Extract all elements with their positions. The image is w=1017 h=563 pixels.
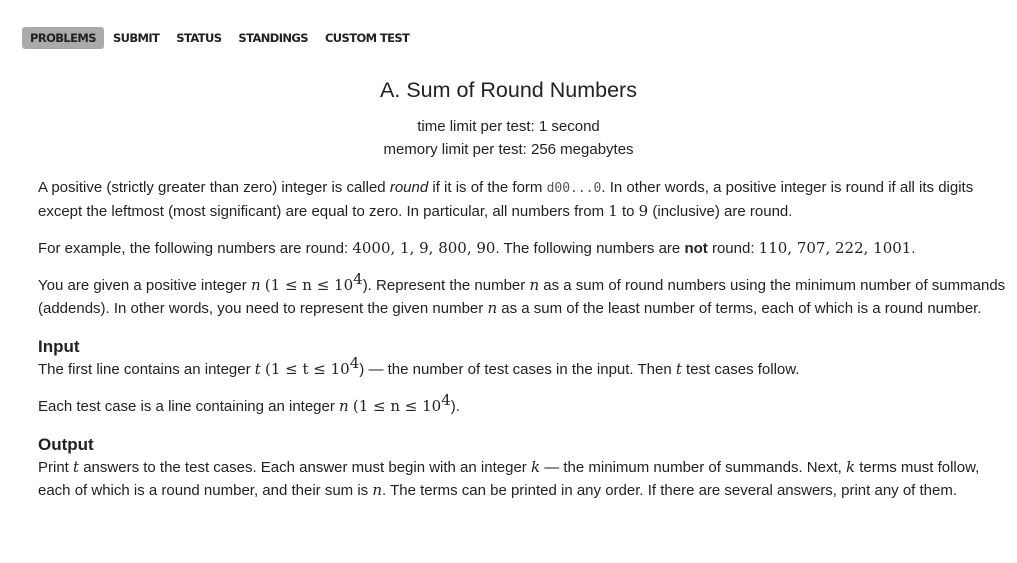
text: terms must follow, each of which is a round number, and their sum is	[38, 459, 980, 499]
math: 110, 707, 222, 1001	[758, 239, 912, 257]
text: — the minimum number of summands. Next,	[540, 459, 846, 476]
math-constraint: (1 ≤ n ≤ 10	[352, 397, 442, 415]
text: to	[617, 203, 639, 220]
input-section-title: Input	[38, 337, 80, 356]
problem-title: A. Sum of Round Numbers	[380, 78, 637, 102]
text: .	[911, 240, 916, 257]
text: (inclusive) are round.	[648, 203, 793, 220]
math-variable: t	[675, 360, 682, 378]
time-limit: time limit per test: 1 second	[417, 118, 600, 135]
text: . In other words, a positive integer is round if all its digits except the leftmost (most significant) are equal to zero. In particular, all numbers from	[38, 179, 974, 220]
text: as a sum of round numbers using the minimum number of summands (addends). In other words, you need to represent the given number	[38, 277, 1006, 317]
math-variable: n	[487, 299, 498, 317]
text: ). Represent the number	[362, 277, 530, 294]
text-bold: not	[684, 240, 708, 257]
math: 9	[638, 202, 649, 220]
text: as a sum of the least number of terms, each of which is a round number.	[497, 300, 982, 317]
statement-paragraph-1	[38, 176, 1013, 223]
math-variable: t	[254, 360, 261, 378]
text: You are given a positive integer	[38, 277, 251, 294]
math: 1	[608, 202, 618, 220]
output-section-title: Output	[38, 435, 94, 454]
problem-limits	[0, 115, 1017, 161]
math-variable: k	[845, 458, 856, 476]
statement-paragraph-2	[38, 237, 1013, 260]
text: if it is of the form	[428, 179, 547, 196]
tab-status[interactable]: STATUS	[176, 31, 222, 45]
code-snippet: d00...0	[546, 181, 602, 196]
text: . The following numbers are	[495, 240, 685, 257]
statement-paragraph-3	[38, 270, 1013, 320]
text: ).	[450, 398, 460, 415]
tab-standings[interactable]: STANDINGS	[238, 31, 308, 45]
math-variable: n	[250, 276, 261, 294]
output-text	[38, 456, 1013, 502]
text: The first line contains an integer	[38, 361, 255, 378]
tab-problems[interactable]: PROBLEMS	[22, 27, 104, 49]
problem-nav-tabs	[22, 27, 418, 49]
memory-limit: memory limit per test: 256 megabytes	[383, 141, 634, 158]
text-emphasis: round	[389, 179, 429, 196]
math-exponent: 4	[441, 391, 451, 409]
tab-custom-test[interactable]: CUSTOM TEST	[324, 31, 410, 45]
math: 4000, 1, 9, 800, 90	[352, 239, 496, 257]
math-constraint: (1 ≤ t ≤ 10	[265, 360, 350, 378]
text: A positive (strictly greater than zero) integer is called	[38, 179, 390, 196]
text: answers to the test cases. Each answer must begin with an integer	[79, 459, 531, 476]
problem-statement	[38, 176, 1013, 516]
math-exponent: 4	[349, 354, 360, 372]
math-variable: n	[529, 276, 540, 294]
math-variable: n	[372, 481, 383, 499]
text: For example, the following numbers are round:	[38, 240, 353, 257]
text: round:	[707, 240, 759, 257]
tab-submit[interactable]: SUBMIT	[112, 31, 160, 45]
math-variable: n	[339, 397, 349, 415]
text: Each test case is a line containing an integer	[38, 398, 340, 415]
math-exponent: 4	[353, 270, 363, 288]
math-constraint: (1 ≤ n ≤ 10	[264, 276, 354, 294]
math-variable: t	[73, 458, 80, 476]
input-line-1	[38, 354, 1013, 381]
text: test cases follow.	[681, 361, 800, 378]
text: Print	[38, 459, 74, 476]
math-variable: k	[530, 458, 541, 476]
text: ) — the number of test cases in the input. Then	[359, 361, 676, 378]
text: . The terms can be printed in any order. If there are several answers, print any of them.	[382, 482, 958, 499]
input-line-2	[38, 391, 1013, 418]
